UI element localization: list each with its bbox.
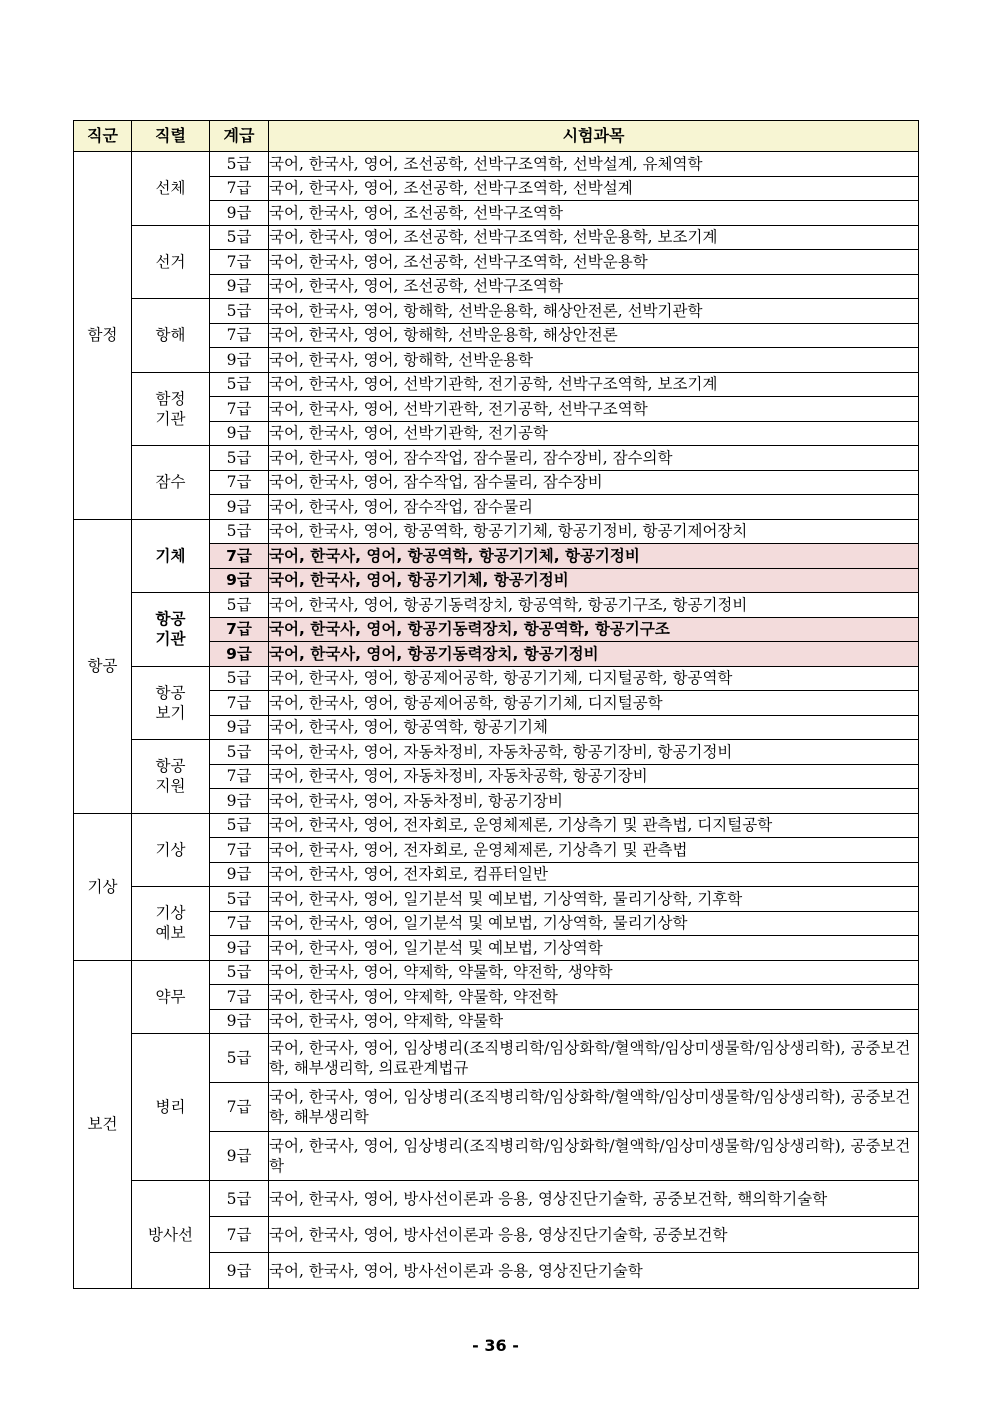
grade-cell: 9급 [210, 936, 269, 961]
table-row [74, 960, 919, 985]
subjects-cell: 국어, 한국사, 영어, 항공제어공학, 항공기기체, 디지털공학 [269, 691, 919, 716]
grade-cell: 5급 [210, 299, 269, 324]
table-row [74, 152, 919, 177]
grade-cell: 9급 [210, 642, 269, 667]
grade-cell: 5급 [210, 152, 269, 177]
subjects-cell: 국어, 한국사, 영어, 항해학, 선박운용학 [269, 348, 919, 373]
header-grade: 계급 [210, 121, 269, 152]
grade-cell: 5급 [210, 813, 269, 838]
position-cell: 방사선 [132, 1181, 210, 1289]
page-number: - 36 - [472, 1336, 519, 1355]
subjects-cell: 국어, 한국사, 영어, 항공기동력장치, 항공역학, 항공기구조 [269, 617, 919, 642]
subjects-cell: 국어, 한국사, 영어, 항해학, 선박운용학, 해상안전론, 선박기관학 [269, 299, 919, 324]
position-cell: 항공 지원 [132, 740, 210, 814]
subjects-cell: 국어, 한국사, 영어, 항공기동력장치, 항공역학, 항공기구조, 항공기정비 [269, 593, 919, 618]
grade-cell: 5급 [210, 225, 269, 250]
position-cell: 병리 [132, 1034, 210, 1181]
subjects-cell: 국어, 한국사, 영어, 잠수작업, 잠수물리, 잠수장비 [269, 470, 919, 495]
grade-cell: 5급 [210, 446, 269, 471]
group-cell: 보건 [74, 960, 132, 1289]
table-row [74, 225, 919, 250]
subjects-cell: 국어, 한국사, 영어, 조선공학, 선박구조역학, 선박운용학, 보조기계 [269, 225, 919, 250]
grade-cell: 7급 [210, 250, 269, 275]
grade-cell: 5급 [210, 1181, 269, 1217]
grade-cell: 9급 [210, 1253, 269, 1289]
grade-cell: 9급 [210, 568, 269, 593]
position-cell: 항해 [132, 299, 210, 373]
grade-cell: 9급 [210, 715, 269, 740]
grade-cell: 7급 [210, 176, 269, 201]
subjects-cell: 국어, 한국사, 영어, 잠수작업, 잠수물리, 잠수장비, 잠수의학 [269, 446, 919, 471]
grade-cell: 9급 [210, 274, 269, 299]
grade-cell: 7급 [210, 911, 269, 936]
position-cell: 항공 기관 [132, 593, 210, 667]
table-row [74, 813, 919, 838]
position-cell: 약무 [132, 960, 210, 1034]
table-row [74, 1034, 919, 1083]
table-row [74, 593, 919, 618]
subjects-cell: 국어, 한국사, 영어, 일기분석 및 예보법, 기상역학 [269, 936, 919, 961]
subjects-cell: 국어, 한국사, 영어, 조선공학, 선박구조역학, 선박운용학 [269, 250, 919, 275]
header-position: 직렬 [132, 121, 210, 152]
table-row [74, 887, 919, 912]
subjects-cell: 국어, 한국사, 영어, 방사선이론과 응용, 영상진단기술학, 공중보건학 [269, 1217, 919, 1253]
table-row [74, 372, 919, 397]
subjects-cell: 국어, 한국사, 영어, 임상병리(조직병리학/임상화학/혈액학/임상미생물학/임상생리학), 공중보건학 [269, 1132, 919, 1181]
grade-cell: 5급 [210, 1034, 269, 1083]
subjects-cell: 국어, 한국사, 영어, 전자회로, 컴퓨터일반 [269, 862, 919, 887]
grade-cell: 9급 [210, 348, 269, 373]
subjects-cell: 국어, 한국사, 영어, 잠수작업, 잠수물리 [269, 495, 919, 520]
position-cell: 함정 기관 [132, 372, 210, 446]
grade-cell: 9급 [210, 862, 269, 887]
table-row [74, 1181, 919, 1217]
grade-cell: 7급 [210, 397, 269, 422]
grade-cell: 7급 [210, 764, 269, 789]
subjects-cell: 국어, 한국사, 영어, 선박기관학, 전기공학, 선박구조역학, 보조기계 [269, 372, 919, 397]
grade-cell: 5급 [210, 887, 269, 912]
subjects-cell: 국어, 한국사, 영어, 약제학, 약물학, 약전학 [269, 985, 919, 1010]
subjects-cell: 국어, 한국사, 영어, 일기분석 및 예보법, 기상역학, 물리기상학 [269, 911, 919, 936]
subjects-cell: 국어, 한국사, 영어, 항공역학, 항공기기체, 항공기정비, 항공기제어장치 [269, 519, 919, 544]
group-cell: 기상 [74, 813, 132, 960]
grade-cell: 9급 [210, 201, 269, 226]
grade-cell: 9급 [210, 1009, 269, 1034]
position-cell: 기상 [132, 813, 210, 887]
table-header-row [74, 121, 919, 152]
subjects-cell: 국어, 한국사, 영어, 자동차정비, 자동차공학, 항공기장비, 항공기정비 [269, 740, 919, 765]
group-cell: 함정 [74, 152, 132, 520]
grade-cell: 5급 [210, 593, 269, 618]
grade-cell: 7급 [210, 838, 269, 863]
grade-cell: 7급 [210, 470, 269, 495]
grade-cell: 9급 [210, 495, 269, 520]
table-row [74, 446, 919, 471]
grade-cell: 5급 [210, 372, 269, 397]
subjects-cell: 국어, 한국사, 영어, 약제학, 약물학, 약전학, 생약학 [269, 960, 919, 985]
grade-cell: 7급 [210, 323, 269, 348]
grade-cell: 9급 [210, 789, 269, 814]
subjects-cell: 국어, 한국사, 영어, 일기분석 및 예보법, 기상역학, 물리기상학, 기후학 [269, 887, 919, 912]
position-cell: 기체 [132, 519, 210, 593]
subjects-cell: 국어, 한국사, 영어, 조선공학, 선박구조역학 [269, 274, 919, 299]
position-cell: 항공 보기 [132, 666, 210, 740]
table-row [74, 666, 919, 691]
subjects-cell: 국어, 한국사, 영어, 전자회로, 운영체제론, 기상측기 및 관측법, 디지털공학 [269, 813, 919, 838]
position-cell: 잠수 [132, 446, 210, 520]
position-cell: 선체 [132, 152, 210, 226]
exam-subjects-table [73, 120, 919, 1289]
grade-cell: 5급 [210, 960, 269, 985]
grade-cell: 9급 [210, 421, 269, 446]
grade-cell: 5급 [210, 519, 269, 544]
grade-cell: 7급 [210, 691, 269, 716]
grade-cell: 5급 [210, 740, 269, 765]
group-cell: 항공 [74, 519, 132, 813]
position-cell: 선거 [132, 225, 210, 299]
position-cell: 기상 예보 [132, 887, 210, 961]
table-row [74, 299, 919, 324]
table-row [74, 519, 919, 544]
subjects-cell: 국어, 한국사, 영어, 방사선이론과 응용, 영상진단기술학 [269, 1253, 919, 1289]
subjects-cell: 국어, 한국사, 영어, 임상병리(조직병리학/임상화학/혈액학/임상미생물학/임상생리학), 공중보건학, 해부생리학 [269, 1083, 919, 1132]
header-group: 직군 [74, 121, 132, 152]
grade-cell: 7급 [210, 617, 269, 642]
grade-cell: 5급 [210, 666, 269, 691]
subjects-cell: 국어, 한국사, 영어, 자동차정비, 항공기장비 [269, 789, 919, 814]
subjects-cell: 국어, 한국사, 영어, 항공제어공학, 항공기기체, 디지털공학, 항공역학 [269, 666, 919, 691]
subjects-cell: 국어, 한국사, 영어, 방사선이론과 응용, 영상진단기술학, 공중보건학, 핵의학기술학 [269, 1181, 919, 1217]
subjects-cell: 국어, 한국사, 영어, 선박기관학, 전기공학 [269, 421, 919, 446]
grade-cell: 7급 [210, 985, 269, 1010]
subjects-cell: 국어, 한국사, 영어, 조선공학, 선박구조역학, 선박설계 [269, 176, 919, 201]
subjects-cell: 국어, 한국사, 영어, 임상병리(조직병리학/임상화학/혈액학/임상미생물학/임상생리학), 공중보건학, 해부생리학, 의료관계법규 [269, 1034, 919, 1083]
table-body [74, 152, 919, 1289]
subjects-cell: 국어, 한국사, 영어, 조선공학, 선박구조역학 [269, 201, 919, 226]
subjects-cell: 국어, 한국사, 영어, 항공역학, 항공기기체 [269, 715, 919, 740]
subjects-cell: 국어, 한국사, 영어, 약제학, 약물학 [269, 1009, 919, 1034]
table-row [74, 740, 919, 765]
subjects-cell: 국어, 한국사, 영어, 자동차정비, 자동차공학, 항공기장비 [269, 764, 919, 789]
subjects-cell: 국어, 한국사, 영어, 항해학, 선박운용학, 해상안전론 [269, 323, 919, 348]
grade-cell: 7급 [210, 544, 269, 569]
subjects-cell: 국어, 한국사, 영어, 항공기기체, 항공기정비 [269, 568, 919, 593]
grade-cell: 7급 [210, 1083, 269, 1132]
subjects-cell: 국어, 한국사, 영어, 선박기관학, 전기공학, 선박구조역학 [269, 397, 919, 422]
subjects-cell: 국어, 한국사, 영어, 전자회로, 운영체제론, 기상측기 및 관측법 [269, 838, 919, 863]
header-subjects: 시험과목 [269, 121, 919, 152]
grade-cell: 7급 [210, 1217, 269, 1253]
subjects-cell: 국어, 한국사, 영어, 항공역학, 항공기기체, 항공기정비 [269, 544, 919, 569]
grade-cell: 9급 [210, 1132, 269, 1181]
subjects-cell: 국어, 한국사, 영어, 항공기동력장치, 항공기정비 [269, 642, 919, 667]
subjects-cell: 국어, 한국사, 영어, 조선공학, 선박구조역학, 선박설계, 유체역학 [269, 152, 919, 177]
